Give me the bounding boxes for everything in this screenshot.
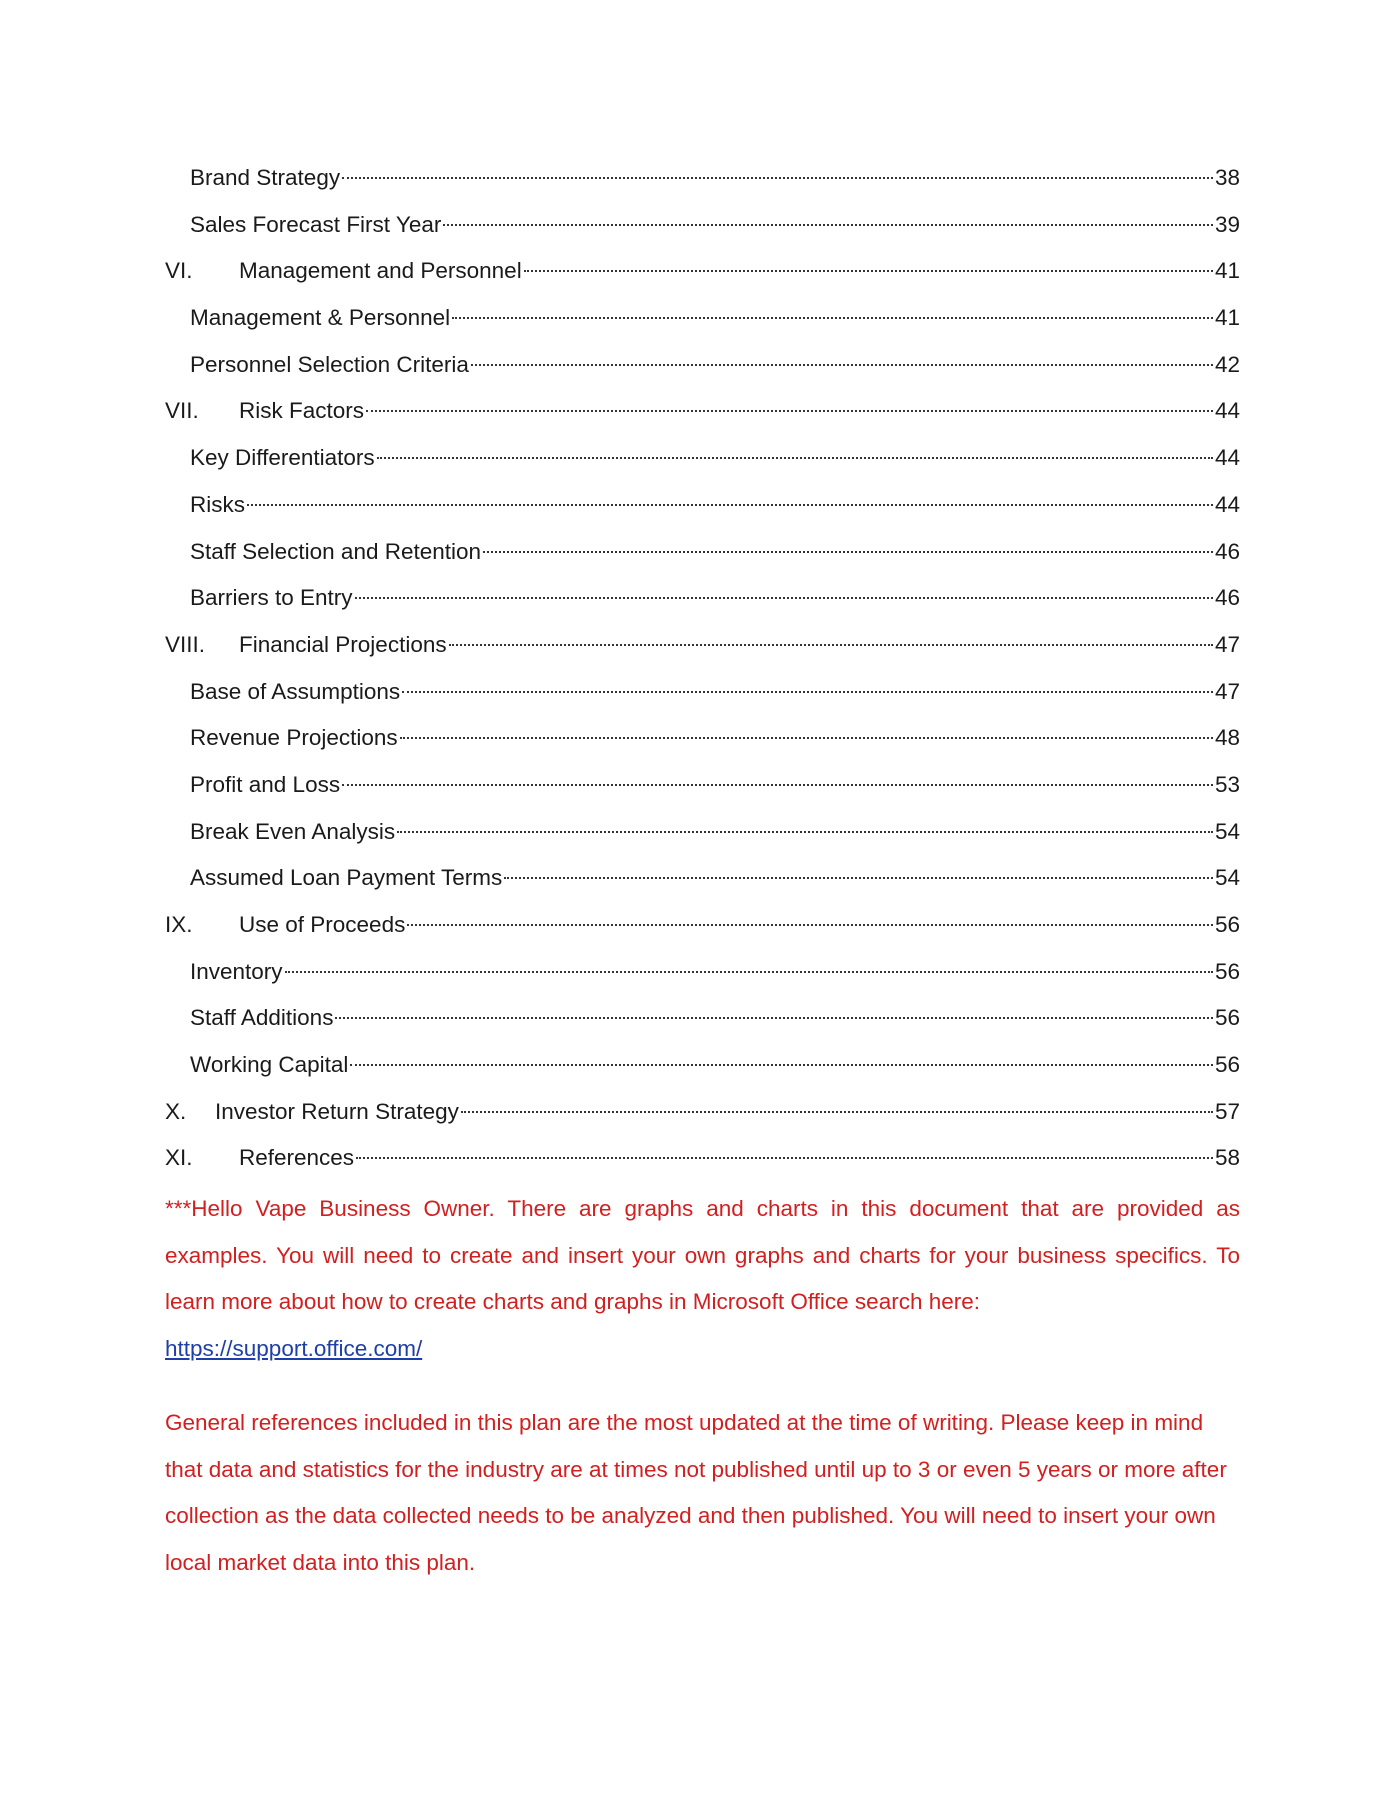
toc-entry[interactable] [165, 995, 1240, 1042]
toc-entry-title: Risk Factors [239, 398, 365, 424]
instruction-note [165, 1186, 1240, 1372]
toc-entry-page: 41 [1214, 305, 1240, 331]
toc-entry-number: VI. [165, 258, 193, 284]
toc-entry-number: VIII. [165, 631, 206, 657]
toc-dot-leader [407, 924, 1213, 926]
toc-entry-page: 54 [1214, 818, 1240, 844]
toc-entry-page: 48 [1214, 725, 1240, 751]
toc-entry[interactable] [165, 295, 1240, 342]
toc-entry-page: 53 [1214, 771, 1240, 797]
toc-entry-page: 47 [1214, 678, 1240, 704]
toc-entry[interactable] [165, 575, 1240, 622]
support-link[interactable]: https://support.office.com/ [165, 1335, 423, 1361]
toc-entry[interactable] [165, 202, 1240, 249]
toc-entry-page: 38 [1214, 165, 1240, 190]
toc-entry-page: 57 [1214, 1098, 1240, 1124]
toc-entry[interactable] [165, 902, 1240, 949]
toc-entry[interactable] [165, 762, 1240, 809]
toc-entry-page: 56 [1214, 1052, 1240, 1078]
toc-entry-title: Use of Proceeds [239, 912, 406, 937]
toc-entry-title: Key Differentiators [190, 445, 375, 471]
toc-dot-leader [397, 831, 1213, 833]
toc-dot-leader [366, 410, 1213, 412]
toc-entry-number: IX. [165, 912, 193, 937]
toc-entry-page: 47 [1214, 631, 1240, 657]
toc-entry-title: Base of Assumptions [190, 678, 401, 704]
toc-entry-title: Barriers to Entry [190, 585, 353, 611]
toc-entry-title: Personnel Selection Criteria [190, 351, 469, 377]
toc-entry-page: 46 [1214, 538, 1240, 564]
toc-entry-title: Revenue Projections [190, 725, 398, 751]
toc-entry-title: Staff Selection and Retention [190, 538, 482, 564]
toc-entry-title: Break Even Analysis [190, 818, 396, 844]
toc-dot-leader [350, 1064, 1213, 1066]
toc-dot-leader [342, 784, 1213, 786]
toc-entry[interactable] [165, 809, 1240, 856]
toc-entry-page: 54 [1214, 865, 1240, 891]
toc-entry-page: 44 [1214, 398, 1240, 424]
toc-entry-page: 42 [1214, 351, 1240, 377]
references-note: General references included in this plan are the most updated at the time of writing. Please keep in mind that data and statistics for the industry are at times not published until up to 3 or even 5 years or more after collection as the data collected needs to be analyzed and then published. You will need to insert your own local market data into this plan. [165, 1410, 1227, 1575]
toc-dot-leader [355, 597, 1213, 599]
toc-entry[interactable] [165, 949, 1240, 996]
toc-dot-leader [483, 551, 1213, 553]
toc-entry-title: Management and Personnel [239, 258, 522, 284]
toc-entry-title: Financial Projections [239, 631, 447, 657]
toc-entry-page: 58 [1214, 1145, 1240, 1171]
toc-entry[interactable] [165, 1042, 1240, 1089]
toc-dot-leader [461, 1111, 1213, 1113]
toc-dot-leader [285, 971, 1213, 973]
toc-entry-title: Inventory [190, 958, 283, 984]
toc-entry[interactable] [165, 342, 1240, 389]
toc-dot-leader [471, 364, 1213, 366]
toc-entry[interactable] [165, 669, 1240, 716]
toc-entry[interactable] [165, 482, 1240, 529]
toc-dot-leader [524, 270, 1213, 272]
toc-entry-number: XI. [165, 1145, 193, 1171]
toc-entry-page: 44 [1214, 491, 1240, 517]
toc-entry-number: X. [165, 1098, 187, 1124]
toc-entry-page: 56 [1214, 912, 1240, 937]
toc-entry-page: 46 [1214, 585, 1240, 611]
toc-entry[interactable] [165, 155, 1240, 202]
table-of-contents [165, 155, 1240, 1182]
toc-dot-leader [342, 177, 1213, 179]
toc-entry-page: 41 [1214, 258, 1240, 284]
toc-entry-page: 56 [1214, 1005, 1240, 1031]
toc-entry[interactable] [165, 388, 1240, 435]
toc-entry-number: VII. [165, 398, 199, 424]
toc-dot-leader [504, 877, 1213, 879]
toc-entry[interactable] [165, 622, 1240, 669]
toc-entry-title: Assumed Loan Payment Terms [190, 865, 503, 891]
toc-entry-title: Sales Forecast First Year [190, 211, 442, 237]
toc-entry-title: Risks [190, 491, 245, 517]
toc-dot-leader [377, 457, 1213, 459]
toc-dot-leader [452, 317, 1213, 319]
toc-dot-leader [449, 644, 1213, 646]
toc-entry-title: References [239, 1145, 355, 1171]
toc-entry[interactable] [165, 855, 1240, 902]
toc-entry-title: Staff Additions [190, 1005, 334, 1031]
instruction-note-text: ***Hello Vape Business Owner. There are graphs and charts in this document that are provided as examples. You will need to create and insert your own graphs and charts for your business specifics. To learn more about how to create charts and graphs in Microsoft Office search here: [165, 1196, 1240, 1314]
toc-entry[interactable] [165, 1089, 1240, 1136]
toc-entry-title: Management & Personnel [190, 305, 451, 331]
toc-entry-page: 56 [1214, 958, 1240, 984]
toc-entry-title: Brand Strategy [190, 165, 341, 190]
toc-entry[interactable] [165, 248, 1240, 295]
toc-entry-title: Investor Return Strategy [215, 1098, 459, 1124]
toc-dot-leader [402, 691, 1213, 693]
toc-entry-title: Profit and Loss [190, 771, 341, 797]
toc-entry-page: 44 [1214, 445, 1240, 471]
toc-dot-leader [247, 504, 1213, 506]
toc-dot-leader [335, 1017, 1213, 1019]
toc-entry[interactable] [165, 1135, 1240, 1182]
toc-entry-title: Working Capital [190, 1052, 349, 1078]
toc-dot-leader [443, 224, 1213, 226]
toc-dot-leader [400, 737, 1213, 739]
toc-entry[interactable] [165, 435, 1240, 482]
toc-entry[interactable] [165, 529, 1240, 576]
toc-entry-page: 39 [1214, 211, 1240, 237]
toc-dot-leader [356, 1157, 1213, 1159]
toc-entry[interactable] [165, 715, 1240, 762]
